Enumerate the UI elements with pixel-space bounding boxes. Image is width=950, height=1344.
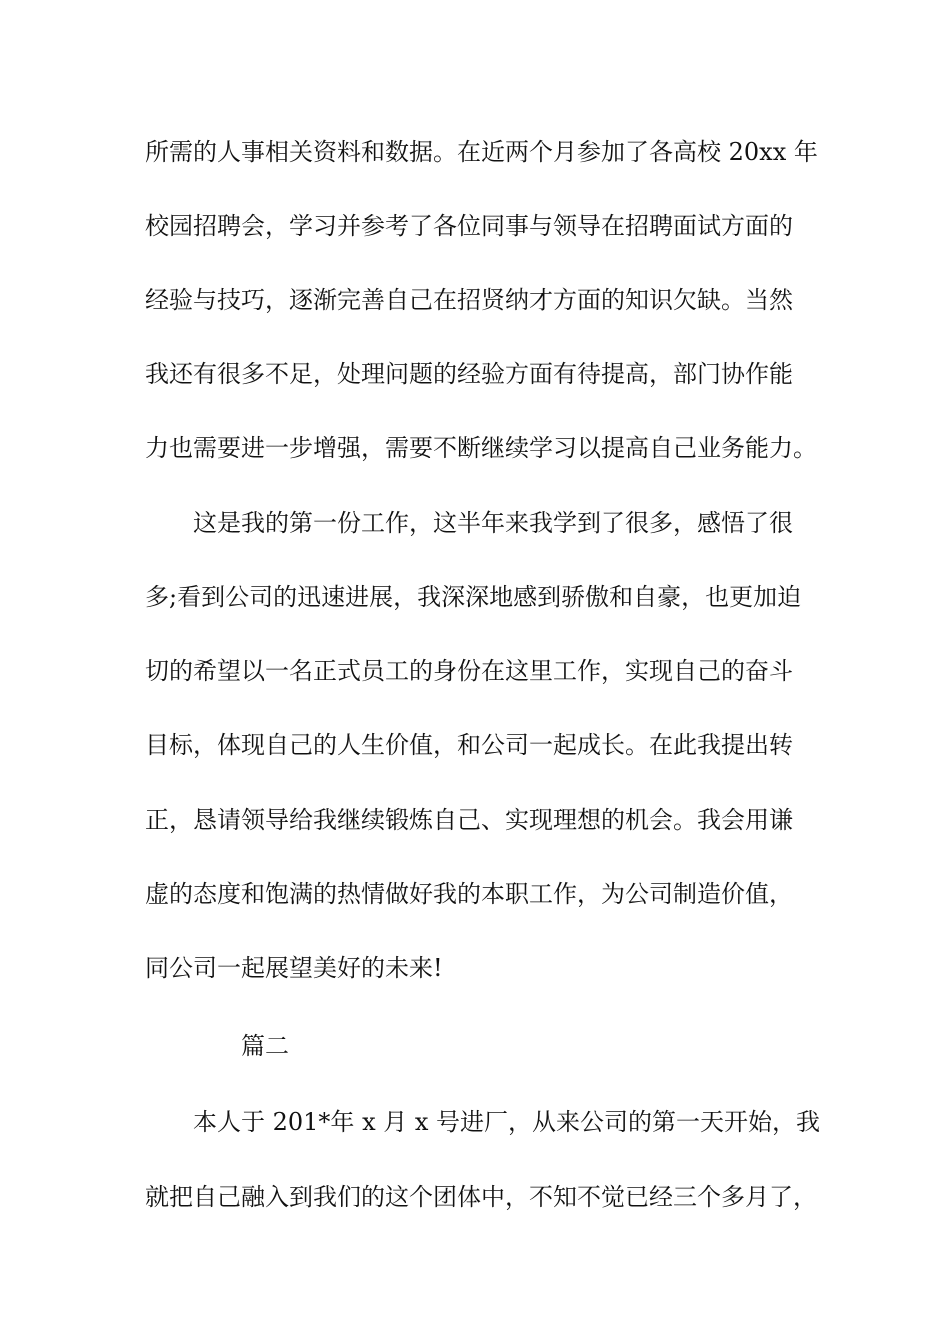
paragraph-first-line: 本人于 201*年 x 月 x 号进厂，从来公司的第一天开始，我 (193, 1108, 821, 1136)
text-line: 同公司一起展望美好的未来! (145, 954, 443, 982)
text-line: 校园招聘会，学习并参考了各位同事与领导在招聘面试方面的 (145, 212, 793, 240)
paragraph-first-line: 这是我的第一份工作，这半年来我学到了很多，感悟了很 (193, 509, 793, 537)
text-line: 切的希望以一名正式员工的身份在这里工作，实现自己的奋斗 (145, 657, 793, 685)
text-line: 我还有很多不足，处理问题的经验方面有待提高，部门协作能 (145, 360, 793, 388)
text-line: 正，恳请领导给我继续锻炼自己、实现理想的机会。我会用谦 (145, 806, 793, 834)
text-line: 经验与技巧，逐渐完善自己在招贤纳才方面的知识欠缺。当然 (145, 286, 793, 314)
text-line: 就把自己融入到我们的这个团体中，不知不觉已经三个多月了， (145, 1183, 817, 1211)
text-line: 多;看到公司的迅速进展，我深深地感到骄傲和自豪，也更加迫 (145, 583, 802, 611)
text-line: 虚的态度和饱满的热情做好我的本职工作，为公司制造价值， (145, 880, 793, 908)
text-line: 所需的人事相关资料和数据。在近两个月参加了各高校 20xx 年 (145, 138, 818, 166)
text-line: 目标，体现自己的人生价值，和公司一起成长。在此我提出转 (145, 731, 793, 759)
text-line: 力也需要进一步增强，需要不断继续学习以提高自己业务能力。 (145, 434, 817, 462)
section-heading: 篇二 (241, 1032, 289, 1060)
